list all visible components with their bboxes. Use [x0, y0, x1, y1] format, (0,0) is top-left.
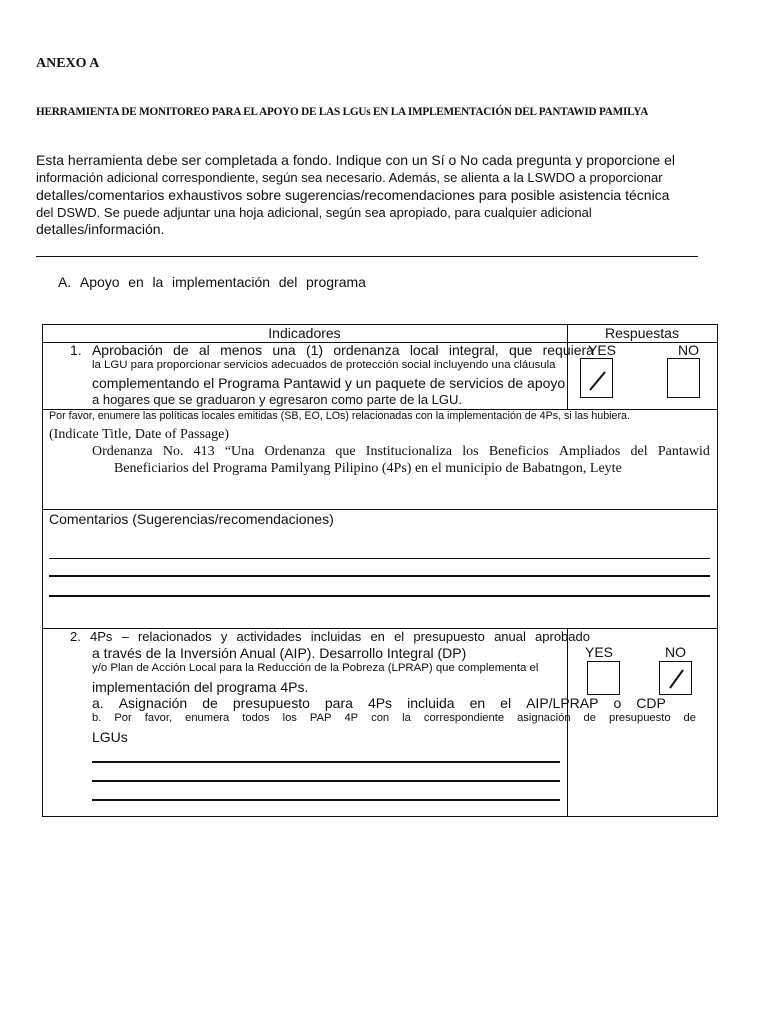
q1-yes-label: YES: [588, 342, 617, 358]
word: PAP: [309, 712, 332, 724]
word: de: [202, 695, 218, 711]
word: una: [272, 342, 296, 358]
word: incluidas: [310, 629, 362, 644]
q1-line4: a hogares que se graduaron y egresaron como parte de la LGU.: [92, 392, 463, 407]
q2-line3: y/o Plan de Acción Local para la Reducción de la Pobreza (LPRAP) que complementa el: [92, 662, 539, 674]
word: que: [335, 444, 356, 459]
q1-line2: la LGU para proporcionar servicios adecuados de protección social incluyendo una cláusula: [92, 359, 556, 371]
word: que: [508, 342, 533, 358]
document-title: HERRAMIENTA DE MONITOREO PARA EL APOYO DE LAS LGUs EN LA IMPLEMENTACIÓN DEL PANTAWID PAMILYA: [36, 106, 649, 118]
word: enumera: [185, 712, 230, 724]
word: a.: [92, 695, 104, 711]
q2-no-checkbox[interactable]: [659, 661, 692, 695]
q2-sub-a: [92, 695, 666, 711]
q1-no-checkbox[interactable]: [667, 358, 700, 398]
word: b.: [92, 712, 102, 724]
word: presupuesto: [232, 695, 310, 711]
word: del: [630, 444, 648, 459]
q2-yes-label: YES: [585, 644, 614, 660]
word: los: [462, 444, 479, 459]
word: en: [128, 274, 144, 290]
intro-line: detalles/información.: [36, 221, 165, 237]
word: Ampliados: [558, 444, 621, 459]
word: para: [324, 695, 353, 711]
word: Apoyo: [79, 274, 120, 290]
answer-line[interactable]: [92, 761, 560, 763]
q1-line3: complementando el Programa Pantawid y un paquete de servicios de apoyo: [92, 375, 566, 391]
answer-line[interactable]: [92, 780, 560, 782]
word: requiera: [542, 342, 594, 358]
word: de: [583, 712, 596, 724]
q2-no-label: NO: [665, 644, 686, 660]
word: –: [121, 629, 129, 644]
word: la: [152, 274, 164, 290]
word: de: [683, 712, 696, 724]
word: en: [370, 629, 385, 644]
word: incluida: [407, 695, 455, 711]
table-row-divider: [42, 509, 718, 510]
q2-line4: implementación del programa 4Ps.: [92, 679, 309, 695]
word: local: [409, 342, 439, 358]
word: presupuesto: [413, 629, 485, 644]
policies-answer-line1: [92, 444, 710, 460]
word: todos: [242, 712, 270, 724]
word: programa: [306, 274, 366, 290]
word: implementación: [171, 274, 271, 290]
intro-line: del DSWD. Se puede adjuntar una hoja adicional, según sea apropiado, para cualquier adicional: [36, 205, 592, 220]
word: correspondiente: [423, 712, 505, 724]
q2-line2: a través de la Inversión Anual (AIP). Desarrollo Integral (DP): [92, 645, 467, 661]
word: Institucionaliza: [365, 444, 453, 459]
checkmark-slash-icon: [581, 359, 614, 399]
word: Ordenanza: [92, 444, 153, 459]
answer-line[interactable]: [92, 799, 560, 801]
header-indicators: Indicadores: [268, 325, 341, 341]
intro-line: información adicional correspondiente, según sea necesario. Además, se alienta a la LSWDO a proporcionar: [36, 170, 663, 185]
word: asignación: [517, 712, 571, 724]
comment-line[interactable]: [49, 558, 710, 559]
word: o: [613, 695, 622, 711]
word: A.: [58, 274, 72, 290]
comment-line[interactable]: [49, 575, 710, 577]
word: menos: [220, 342, 263, 358]
word: AIP/LPRAP: [526, 695, 599, 711]
word: la: [402, 712, 411, 724]
q1-yes-checkbox[interactable]: [580, 358, 613, 398]
policies-prompt: Por favor, enumere las políticas locales emitidas (SB, EO, LOs) relacionadas con la implementación de 4Ps, si las hubiera.: [49, 410, 630, 422]
q2-sub-b-cont: LGUs: [92, 729, 128, 745]
word: 1.: [70, 342, 82, 358]
word: presupuesto: [608, 712, 671, 724]
policies-answer-line2: Beneficiarios del Programa Pamilyang Pilipino (4Ps) en el municipio de Babatngon, Leyte: [114, 461, 622, 476]
q2-yes-checkbox[interactable]: [587, 661, 620, 695]
word: los: [282, 712, 297, 724]
word: No.: [162, 444, 184, 459]
comments-label: Comentarios (Sugerencias/recomendaciones): [49, 511, 334, 527]
q2-line1: [70, 629, 590, 644]
word: Por: [114, 712, 132, 724]
separator-line: [36, 256, 698, 257]
word: el: [500, 695, 512, 711]
word: y: [220, 629, 228, 644]
word: (1): [305, 342, 324, 358]
policies-instruction: (Indicate Title, Date of Passage): [49, 427, 230, 442]
word: con: [371, 712, 390, 724]
table-border: [42, 324, 43, 816]
word: actividades: [236, 629, 302, 644]
word: favor,: [144, 712, 173, 724]
word: 4Ps: [367, 695, 393, 711]
word: aprobado: [535, 629, 590, 644]
comment-line[interactable]: [49, 595, 710, 597]
q1-line1: [70, 342, 594, 358]
table-border: [42, 816, 718, 817]
word: Ordenanza: [264, 444, 326, 459]
word: en: [469, 695, 486, 711]
word: al: [198, 342, 210, 358]
word: integral,: [448, 342, 499, 358]
word: del: [278, 274, 298, 290]
word: anual: [494, 629, 526, 644]
word: Aprobación: [91, 342, 163, 358]
word: 4P: [344, 712, 359, 724]
intro-line: detalles/comentarios exhaustivos sobre sugerencias/recomendaciones para posible asistencia técnica: [36, 187, 670, 203]
section-a-title: [58, 274, 366, 290]
word: “Una: [224, 444, 255, 459]
word: CDP: [636, 695, 666, 711]
word: el: [394, 629, 405, 644]
q2-sub-b: [92, 712, 696, 724]
word: 413: [193, 444, 215, 459]
word: Asignación: [118, 695, 188, 711]
q1-no-label: NO: [678, 342, 699, 358]
table-border: [717, 324, 718, 816]
checkmark-slash-icon: [660, 662, 693, 696]
intro-line: Esta herramienta debe ser completada a fondo. Indique con un Sí o No cada pregunta y proporcione el: [36, 152, 675, 168]
annex-label: ANEXO A: [36, 56, 100, 71]
word: Beneficios: [488, 444, 549, 459]
word: ordenanza: [333, 342, 400, 358]
word: de: [173, 342, 189, 358]
word: Pantawid: [657, 444, 710, 459]
word: 4Ps: [90, 629, 113, 644]
word: relacionados: [137, 629, 212, 644]
header-responses: Respuestas: [605, 325, 679, 341]
word: 2.: [70, 629, 81, 644]
